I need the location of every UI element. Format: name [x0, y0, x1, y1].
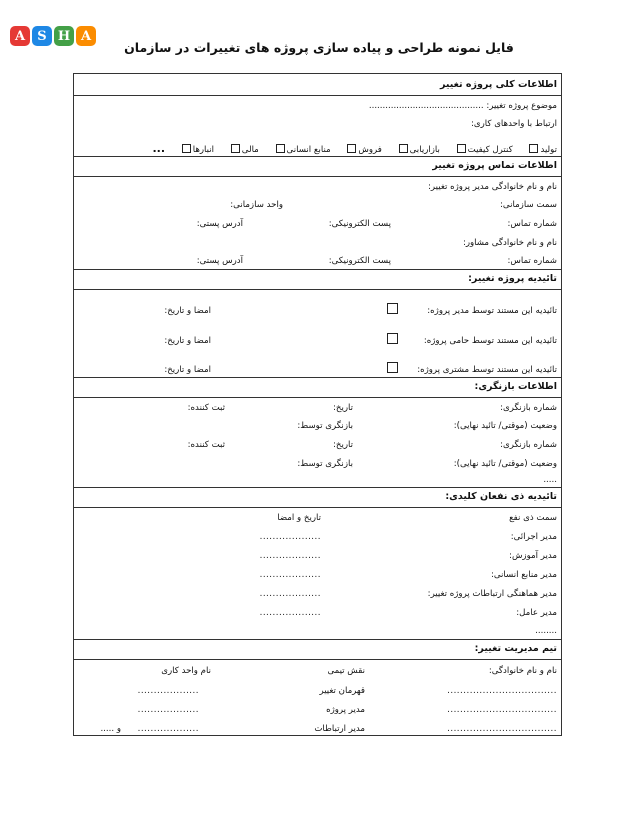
phone2-field[interactable]: شماره تماس: [507, 256, 557, 266]
unit-production[interactable]: تولید [527, 145, 557, 155]
stakeholder-executive: مدیر اجرائی: [510, 532, 557, 542]
team-role-header: نقش تیمی [327, 666, 365, 676]
team-name-3[interactable]: .................................. [447, 724, 557, 734]
team-role-1: قهرمان تغییر [319, 686, 365, 696]
approval-customer-label: تائیدیه این مستند توسط مشتری پروژه: [417, 365, 557, 375]
stakeholder-comm-sign[interactable]: ................... [259, 589, 321, 599]
registrar2-field[interactable]: ثبت کننده: [187, 440, 225, 450]
revision-date-field[interactable]: تاریخ: [333, 403, 353, 413]
email2-field[interactable]: پست الکترونیکی: [328, 256, 391, 266]
stakeholder-training-sign[interactable]: ................... [259, 551, 321, 561]
divider [74, 397, 561, 398]
checkbox-icon[interactable] [231, 144, 240, 153]
unit-sales[interactable]: فروش [345, 145, 382, 155]
team-unit-header: نام واحد کاری [161, 666, 211, 676]
change-team-heading: تیم مدیریت تغییر: [474, 643, 557, 654]
address2-field[interactable]: آدرس پستی: [196, 256, 243, 266]
revision-heading: اطلاعات بازنگری: [474, 381, 557, 392]
logo-letter-a: A [10, 26, 30, 46]
general-info-heading: اطلاعات کلی پروژه تغییر [439, 79, 557, 90]
approval-sponsor-label: تائیدیه این مستند توسط حامی پروژه: [423, 336, 557, 346]
checkbox-icon[interactable] [182, 144, 191, 153]
manager-name-field[interactable]: نام و نام خانوادگی مدیر پروژه تغییر: [428, 182, 557, 192]
stakeholder-comm: مدیر هماهنگی ارتباطات پروژه تغییر: [427, 589, 557, 599]
address-field[interactable]: آدرس پستی: [196, 219, 243, 229]
checkbox-icon[interactable] [276, 144, 285, 153]
consultant-name-field[interactable]: نام و نام خانوادگی مشاور: [462, 238, 557, 248]
approval-heading: تائیدیه پروژه تغییر: [468, 273, 557, 284]
team-role-2: مدیر پروژه [326, 705, 365, 715]
revision-continue: ..... [543, 475, 557, 485]
approval-manager-sign[interactable]: امضا و تاریخ: [164, 306, 211, 316]
unit-finance[interactable]: مالی [229, 145, 259, 155]
document-title: فایل نمونه طراحی و پیاده سازی پروژه های تغییرات در سازمان [124, 40, 514, 55]
stakeholder-hr-sign[interactable]: ................... [259, 570, 321, 580]
email-field[interactable]: پست الکترونیکی: [328, 219, 391, 229]
divider [74, 639, 561, 640]
stakeholders-heading: تائیدیه ذی نفعان کلیدی: [445, 491, 557, 502]
checkbox-icon[interactable] [399, 144, 408, 153]
checkbox-icon[interactable] [347, 144, 356, 153]
revision-status-field[interactable]: وضعیت (موقتی/ تائید نهایی): [453, 421, 557, 431]
team-name-2[interactable]: .................................. [447, 705, 557, 715]
logo-letter-a2: A [76, 26, 96, 46]
approval-sponsor-checkbox[interactable] [387, 333, 398, 344]
checkbox-icon[interactable] [529, 144, 538, 153]
divider [74, 507, 561, 508]
divider [74, 377, 561, 378]
divider [74, 156, 561, 157]
stakeholder-training: مدیر آموزش: [509, 551, 557, 561]
approval-customer-checkbox[interactable] [387, 362, 398, 373]
reviewed-by-field[interactable]: بازنگری توسط: [297, 421, 353, 431]
team-unit-3[interactable]: ................... [137, 724, 199, 734]
divider [74, 176, 561, 177]
revision-number-field[interactable]: شماره بازنگری: [500, 403, 557, 413]
org-position-field[interactable]: سمت سازمانی: [500, 200, 557, 210]
divider [74, 289, 561, 290]
revision-status2-field[interactable]: وضعیت (موقتی/ تائید نهایی): [453, 459, 557, 469]
form-table [73, 73, 562, 736]
team-name-header: نام و نام خانوادگی: [488, 666, 557, 676]
revision-number2-field[interactable]: شماره بازنگری: [500, 440, 557, 450]
stakeholder-sign-header: تاریخ و امضا [277, 513, 321, 523]
divider [74, 487, 561, 488]
stakeholder-ceo: مدیر عامل: [516, 608, 557, 618]
more-units: ... [152, 142, 166, 155]
unit-hr[interactable]: منابع انسانی [274, 145, 331, 155]
team-unit-2[interactable]: ................... [137, 705, 199, 715]
reviewed-by2-field[interactable]: بازنگری توسط: [297, 459, 353, 469]
approval-sponsor-sign[interactable]: امضا و تاریخ: [164, 336, 211, 346]
team-role-3: مدیر ارتباطات [314, 724, 365, 734]
unit-quality-control[interactable]: کنترل کیفیت [455, 145, 513, 155]
divider [74, 269, 561, 270]
approval-customer-sign[interactable]: امضا و تاریخ: [164, 365, 211, 375]
divider [74, 95, 561, 96]
project-topic-field[interactable]: موضوع پروژه تغییر: .......................................... [368, 101, 557, 111]
unit-warehouses[interactable]: انبارها [180, 145, 214, 155]
unit-marketing[interactable]: بازاریابی [397, 145, 440, 155]
phone-field[interactable]: شماره تماس: [507, 219, 557, 229]
stakeholder-role-header: سمت ذی نفع [509, 513, 557, 523]
checkbox-icon[interactable] [457, 144, 466, 153]
divider [74, 659, 561, 660]
contact-info-heading: اطلاعات تماس پروژه تغییر [432, 160, 557, 171]
stakeholder-hr: مدیر منابع انسانی: [490, 570, 557, 580]
revision-date2-field[interactable]: تاریخ: [333, 440, 353, 450]
registrar-field[interactable]: ثبت کننده: [187, 403, 225, 413]
stakeholder-ceo-sign[interactable]: ................... [259, 608, 321, 618]
stakeholder-executive-sign[interactable]: ................... [259, 532, 321, 542]
team-more: و ..... [100, 724, 121, 734]
team-unit-1[interactable]: ................... [137, 686, 199, 696]
stakeholder-continue: ........ [535, 626, 557, 636]
unit-relation-label: ارتباط با واحدهای کاری: [470, 119, 557, 129]
org-unit-field[interactable]: واحد سازمانی: [230, 200, 283, 210]
team-name-1[interactable]: .................................. [447, 686, 557, 696]
work-units-checkboxes [152, 142, 557, 155]
approval-manager-label: تائیدیه این مستند توسط مدیر پروژه: [427, 306, 557, 316]
logo-letter-s: S [32, 26, 52, 46]
logo-letter-h: H [54, 26, 74, 46]
approval-manager-checkbox[interactable] [387, 303, 398, 314]
